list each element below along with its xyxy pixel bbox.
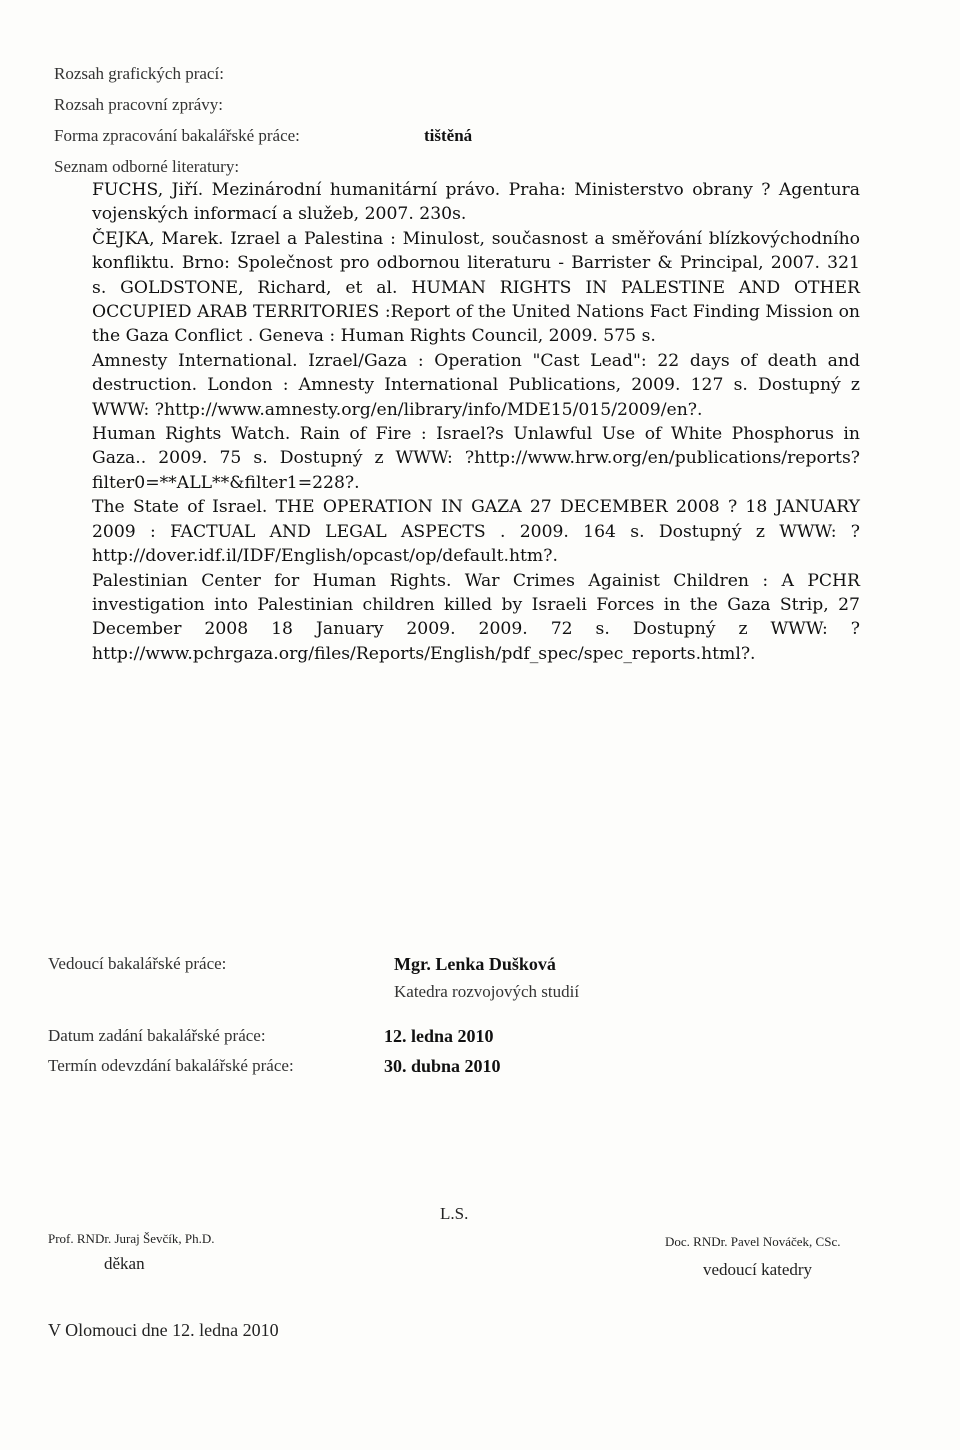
vedouci-department: Katedra rozvojových studií xyxy=(394,982,580,1001)
literature-item: Amnesty International. Izrael/Gaza : Operation "Cast Lead": 22 days of death and destruction. London : Amnesty International Publications, 2009. 127 s. Dostupný z WWW: ?http://www.amnesty.org/en/library/info/MDE15/015/2009/en?. xyxy=(92,350,860,420)
literature-list xyxy=(92,178,860,666)
forma-zpracovani-value: tištěná xyxy=(424,126,473,145)
rozsah-pracovni-label: Rozsah pracovní zprávy: xyxy=(54,95,223,114)
forma-zpracovani-label: Forma zpracování bakalářské práce: xyxy=(54,126,300,145)
termin-odevzdani-label: Termín odevzdání bakalářské práce: xyxy=(48,1056,294,1075)
head-title: vedoucí katedry xyxy=(703,1260,813,1279)
place-date: V Olomouci dne 12. ledna 2010 xyxy=(48,1320,279,1340)
literature-item: The State of Israel. THE OPERATION IN GAZA 27 DECEMBER 2008 ? 18 JANUARY 2009 : FACTUAL AND LEGAL ASPECTS . 2009. 164 s. Dostupný z WWW: ?http://dover.idf.il/IDF/English/opcast/op/default.htm?. xyxy=(92,497,860,567)
vedouci-label: Vedoucí bakalářské práce: xyxy=(48,954,227,973)
head-name: Doc. RNDr. Pavel Nováček, CSc. xyxy=(665,1234,841,1249)
vedouci-name: Mgr. Lenka Dušková xyxy=(394,954,556,974)
datum-zadani-label: Datum zadání bakalářské práce: xyxy=(48,1026,266,1045)
rozsah-grafickych-label: Rozsah grafických prací: xyxy=(54,64,224,83)
datum-zadani-value: 12. ledna 2010 xyxy=(384,1026,494,1046)
termin-odevzdani-value: 30. dubna 2010 xyxy=(384,1056,501,1076)
literature-item: FUCHS, Jiří. Mezinárodní humanitární právo. Praha: Ministerstvo obrany ? Agentura vojenských informací a služeb, 2007. 230s. xyxy=(92,180,860,225)
literature-item: Palestinian Center for Human Rights. War Crimes Againist Children : A PCHR investigation into Palestinian children killed by Israeli Forces in the Gaza Strip, 27 December 2008 18 January 2009. 2009. 72 s. Dostupný z WWW: ?http://www.pchrgaza.org/files/Reports/English/pdf_spec/spec_reports.html?. xyxy=(92,570,860,664)
seznam-literatury-label: Seznam odborné literatury: xyxy=(54,157,240,176)
literature-item: Human Rights Watch. Rain of Fire : Israel?s Unlawful Use of White Phosphorus in Gaza.. 2009. 75 s. Dostupný z WWW: ?http://www.hrw.org/en/publications/reports?filter0=**ALL**&filter1=228?. xyxy=(92,424,860,493)
ls-mark: L.S. xyxy=(440,1204,469,1223)
dean-name: Prof. RNDr. Juraj Ševčík, Ph.D. xyxy=(48,1231,215,1246)
literature-item: ČEJKA, Marek. Izrael a Palestina : Minulost, současnost a směřování blízkovýchodního konfliktu. Brno: Společnost pro odbornou literaturu - Barrister & Principal, 2007. 321 s. GOLDSTONE, Richard, et al. HUMAN RIGHTS IN PALESTINE AND OTHER OCCUPIED ARAB TERRITORIES :Report of the United Nations Fact Finding Mission on the Gaza Conflict . Geneva : Human Rights Council, 2009. 575 s. xyxy=(92,228,860,347)
dean-title: děkan xyxy=(104,1254,145,1273)
